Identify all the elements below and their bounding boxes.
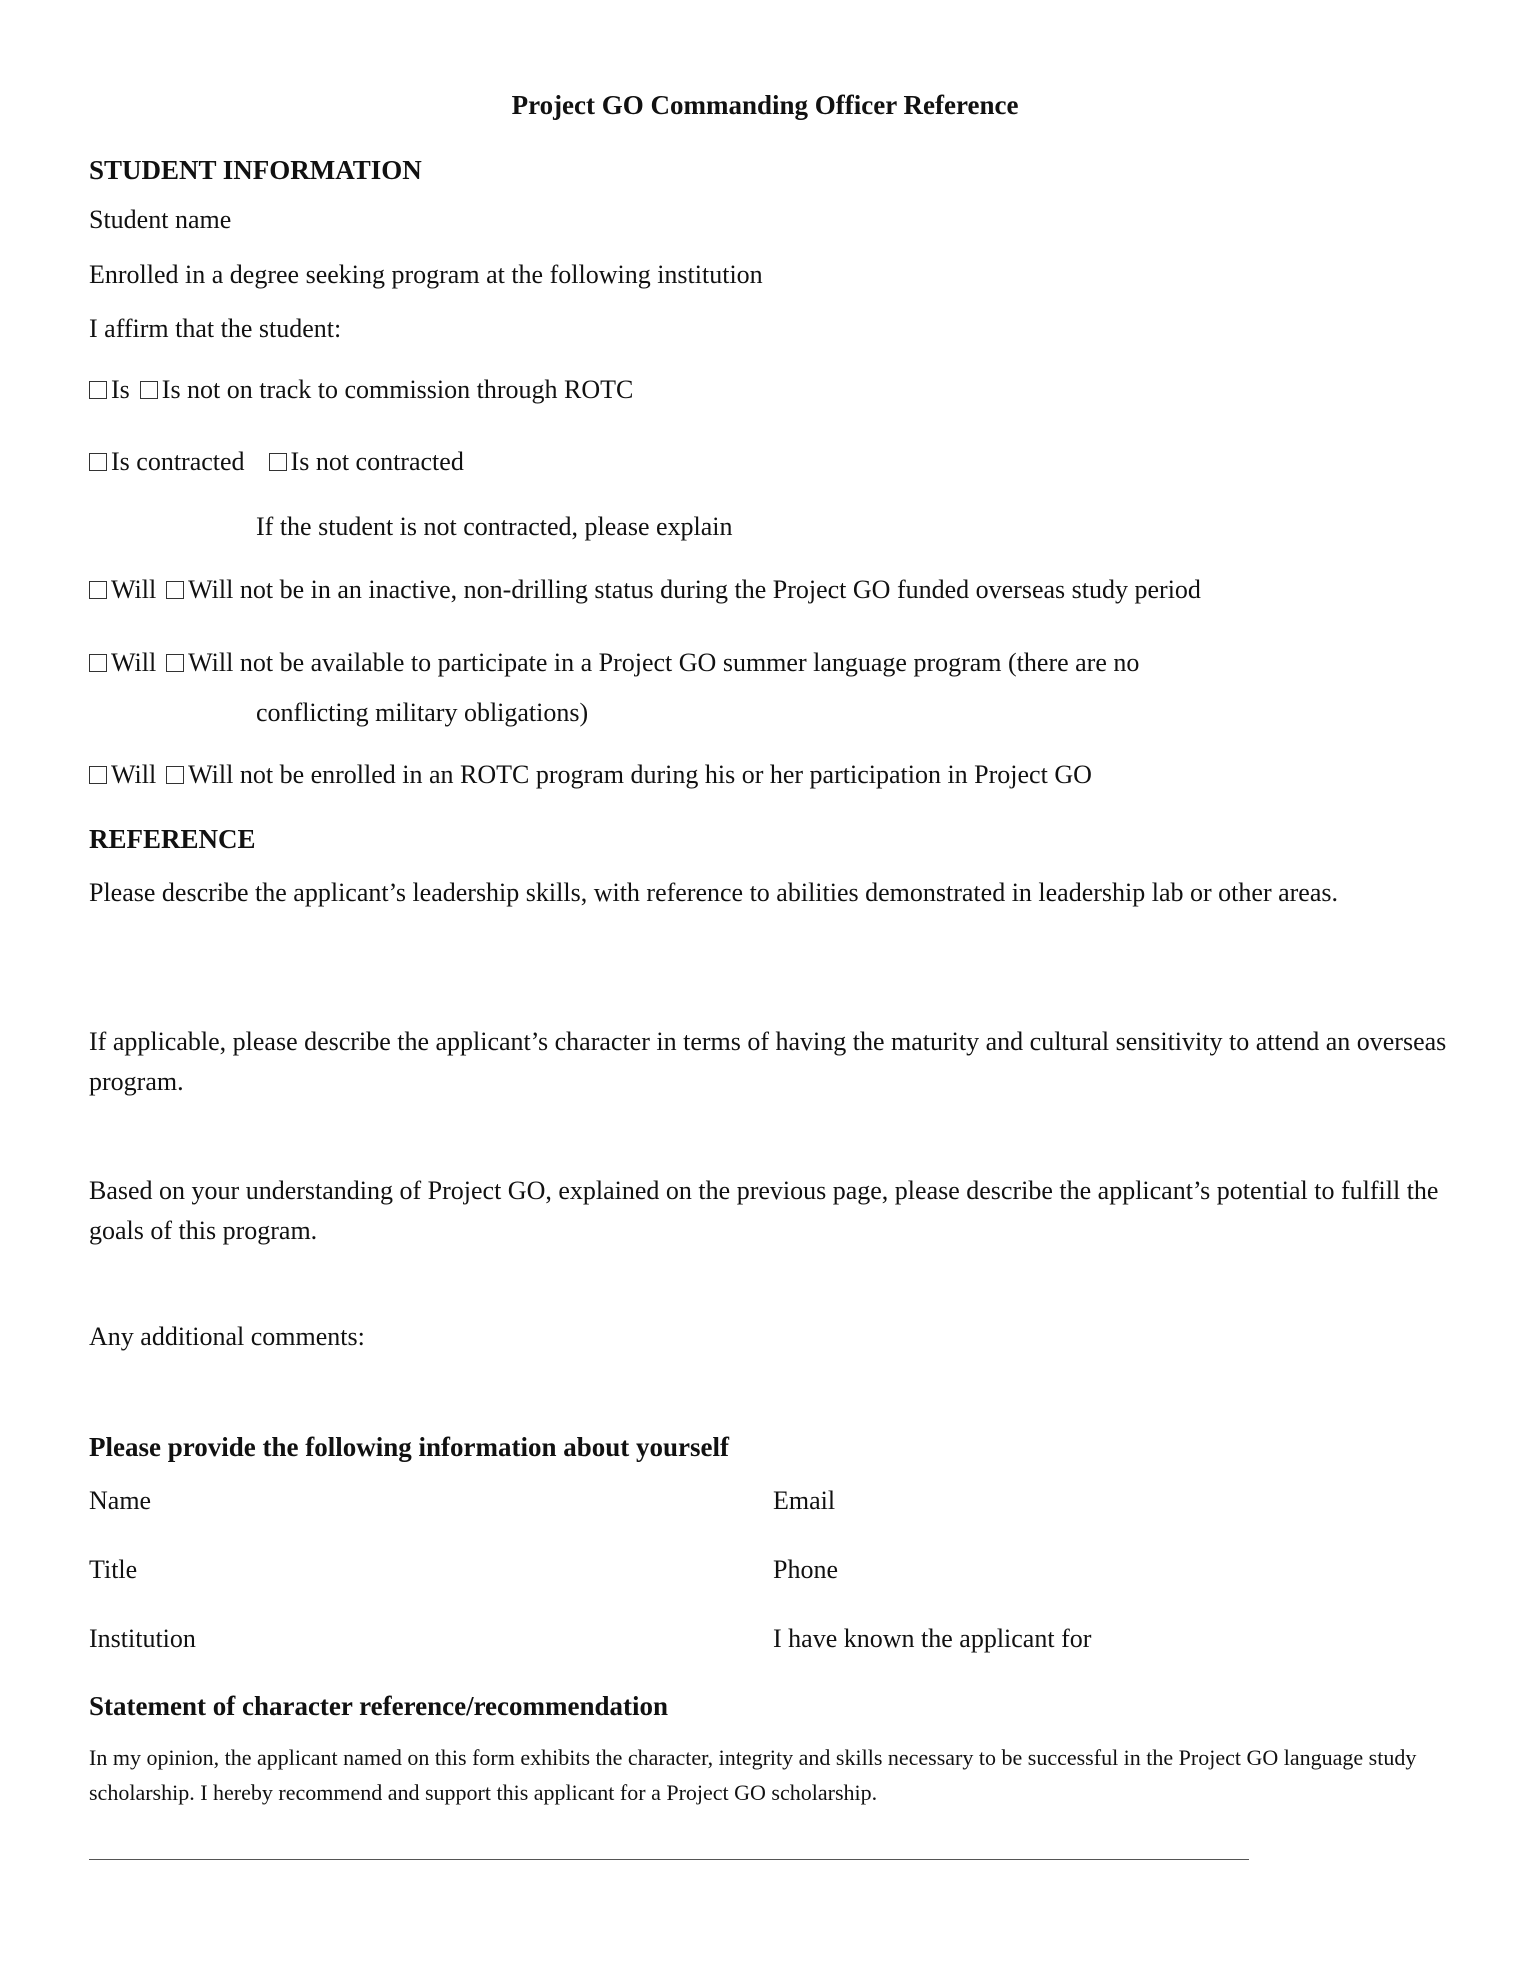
available-continuation: conflicting military obligations): [256, 698, 589, 727]
checkbox-icon[interactable]: [269, 453, 287, 471]
available-row: [89, 648, 1149, 678]
checkbox-icon[interactable]: [89, 453, 107, 471]
institution-label: Institution: [89, 1624, 196, 1653]
character-question: If applicable, please describe the applicant’s character in terms of having the maturity and cultural sensitivity to attend an overseas program.: [89, 1027, 1447, 1096]
explain-label: If the student is not contracted, please explain: [256, 512, 733, 541]
checkbox-icon[interactable]: [89, 766, 107, 784]
potential-question: Based on your understanding of Project GO, explained on the previous page, please describe the applicant’s potential to fulfill the goals of this program.: [89, 1176, 1439, 1245]
affirm-label: I affirm that the student:: [89, 314, 342, 343]
signature-line[interactable]: [89, 1859, 1249, 1860]
additional-comments-label: Any additional comments:: [89, 1322, 365, 1351]
page-title: Project GO Commanding Officer Reference: [511, 90, 1019, 120]
phone-label: Phone: [773, 1555, 838, 1584]
email-label: Email: [773, 1486, 836, 1515]
commission-row: [89, 375, 643, 405]
student-info-heading: STUDENT INFORMATION: [89, 155, 422, 185]
leadership-question: Please describe the applicant’s leadership skills, with reference to abilities demonstrated in leadership lab or other areas.: [89, 878, 1339, 907]
enrolled-institution-label: Enrolled in a degree seeking program at the following institution: [89, 260, 763, 289]
checkbox-icon[interactable]: [166, 766, 184, 784]
about-heading: Please provide the following information about yourself: [89, 1432, 729, 1462]
contracted-option[interactable]: Is contracted: [89, 447, 245, 477]
contracted-row: [89, 447, 474, 477]
title-label: Title: [89, 1555, 138, 1584]
inactive-will-option[interactable]: Will: [89, 575, 156, 605]
known-duration-label: I have known the applicant for: [773, 1624, 1092, 1653]
commission-is-not-option[interactable]: Is not on track to commission through ROTC: [140, 375, 634, 405]
checkbox-icon[interactable]: [166, 581, 184, 599]
statement-heading: Statement of character reference/recommendation: [89, 1691, 669, 1721]
inactive-will-not-option[interactable]: Will not be in an inactive, non-drilling status during the Project GO funded overseas study period: [166, 575, 1201, 605]
inactive-status-row: [89, 575, 1211, 605]
available-will-option[interactable]: Will: [89, 648, 156, 678]
checkbox-icon[interactable]: [166, 654, 184, 672]
checkbox-icon[interactable]: [89, 581, 107, 599]
available-will-not-option[interactable]: Will not be available to participate in a Project GO summer language program (there are no: [166, 648, 1139, 678]
statement-text: In my opinion, the applicant named on this form exhibits the character, integrity and skills necessary to be successful in the Project GO language study scholarship. I hereby recommend and support this applicant for a Project GO scholarship.: [89, 1745, 1417, 1805]
commission-is-option[interactable]: Is: [89, 375, 130, 405]
checkbox-icon[interactable]: [89, 654, 107, 672]
reference-heading: REFERENCE: [89, 824, 256, 854]
enrolled-rotc-row: [89, 760, 1102, 790]
student-name-label: Student name: [89, 205, 232, 234]
rotc-will-option[interactable]: Will: [89, 760, 156, 790]
name-label: Name: [89, 1486, 152, 1515]
checkbox-icon[interactable]: [140, 381, 158, 399]
rotc-will-not-option[interactable]: Will not be enrolled in an ROTC program during his or her participation in Project GO: [166, 760, 1092, 790]
not-contracted-option[interactable]: Is not contracted: [269, 447, 464, 477]
checkbox-icon[interactable]: [89, 381, 107, 399]
